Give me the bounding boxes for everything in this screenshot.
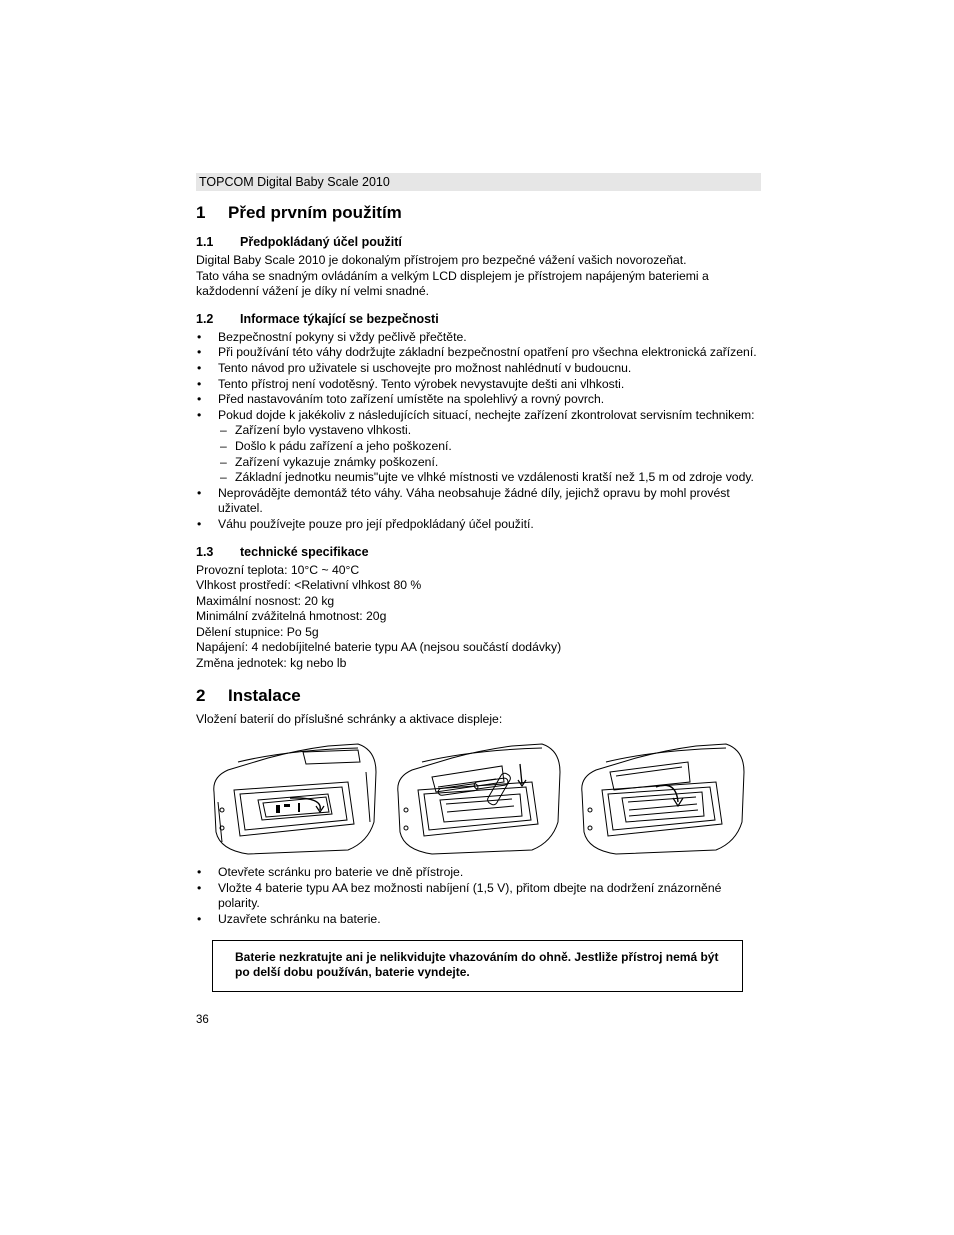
battery-illustrations: [208, 742, 761, 857]
list-item: • Váhu používejte pouze pro její předpokládaný účel použití.: [196, 517, 761, 533]
spec-line: Dělení stupnice: Po 5g: [196, 624, 319, 639]
specifications-block: [196, 563, 761, 672]
battery-warning-box: Baterie nezkratujte ani je nelikvidujte vhazováním do ohně. Jestliže přístroj nemá být po delší dobu používán, baterie vyndejte.: [212, 940, 743, 992]
text-line: každodenní vážení je díky ní velmi snadné.: [196, 284, 430, 299]
intended-use-paragraph: [196, 253, 761, 300]
list-item: • Otevřete scránku pro baterie ve dně přístroje.: [196, 865, 761, 881]
subsection-number: 1.1: [196, 235, 214, 249]
document-page: [196, 173, 761, 1026]
running-header: TOPCOM Digital Baby Scale 2010: [196, 173, 761, 191]
subsection-title: Informace týkající se bezpečnosti: [240, 311, 439, 326]
subsection-number: 1.2: [196, 311, 214, 326]
sub-list-item: – Zařízení bylo vystaveno vlhkosti.: [196, 423, 761, 439]
sub-list: [196, 423, 761, 485]
spec-line: Změna jednotek: kg nebo lb: [196, 656, 347, 671]
section-1-heading: [196, 203, 761, 223]
battery-cover-close-illustration: [576, 742, 746, 857]
list-item: • Tento přístroj není vodotěsný. Tento výrobek nevystavujte dešti ani vlhkosti.: [196, 377, 761, 393]
spec-line: Maximální nosnost: 20 kg: [196, 593, 335, 608]
list-item: • Neprovádějte demontáž této váhy. Váha neobsahuje žádné díly, jejichž opravu by mohl provést uživatel.: [196, 486, 761, 517]
battery-insert-illustration: [392, 742, 562, 857]
spec-line: Napájení: 4 nedobíjitelné baterie typu AA (nejsou součástí dodávky): [196, 640, 562, 655]
section-title: Před prvním použitím: [228, 203, 402, 222]
page-number: 36: [196, 1013, 209, 1026]
section-number: 1: [196, 203, 206, 222]
list-item-text: Pokud dojde k jakékoliv z následujících situací, nechejte zařízení zkontrolovat servisním technikem:: [218, 407, 755, 422]
section-title: Instalace: [228, 685, 301, 705]
battery-cover-open-illustration: [208, 742, 378, 857]
subsection-1-2-heading: [196, 312, 761, 326]
list-item: • Bezpečnostní pokyny si vždy pečlivě přečtěte.: [196, 330, 761, 346]
sub-list-item: – Došlo k pádu zařízení a jeho poškození.: [196, 439, 761, 455]
spec-line: Vlhkost prostředí: <Relativní vlhkost 80 %: [196, 578, 422, 593]
spec-line: Minimální zvážitelná hmotnost: 20g: [196, 609, 387, 624]
text-line: Tato váha se snadným ovládáním a velkým LCD displejem je přístrojem napájeným bateriemi a: [196, 268, 709, 283]
list-item: • Uzavřete schránku na baterie.: [196, 912, 761, 928]
list-item-with-sublist: [196, 408, 761, 486]
section-number: 2: [196, 685, 206, 705]
subsection-title: technické specifikace: [240, 544, 369, 559]
installation-steps: [196, 865, 761, 927]
installation-intro: Vložení baterií do příslušné schránky a aktivace displeje:: [196, 711, 503, 726]
subsection-1-1-heading: [196, 235, 761, 249]
subsection-1-3-heading: [196, 545, 761, 559]
list-item: • Tento návod pro uživatele si uschovejte pro možnost nahlédnutí v budoucnu.: [196, 361, 761, 377]
section-2-heading: [196, 686, 761, 706]
sub-list-item: – Zařízení vykazuje známky poškození.: [196, 455, 761, 471]
subsection-number: 1.3: [196, 544, 214, 559]
text-line: Digital Baby Scale 2010 je dokonalým přístrojem pro bezpečné vážení vašich novorozeňat.: [196, 253, 687, 267]
list-item: • Před nastavováním toto zařízení umístěte na spolehlivý a rovný povrch.: [196, 392, 761, 408]
sub-list-item: – Základní jednotku neumis"ujte ve vlhké místnosti ve vzdálenosti kratší než 1,5 m od zdroje vody.: [196, 470, 761, 486]
subsection-title: Předpokládaný účel použití: [240, 235, 402, 249]
list-item: • Při používání této váhy dodržujte základní bezpečnostní opatření pro všechna elektronická zařízení.: [196, 345, 761, 361]
list-item: • Vložte 4 baterie typu AA bez možnosti nabíjení (1,5 V), přitom dbejte na dodržení znázorněné polarity.: [196, 881, 761, 912]
spec-line: Provozní teplota: 10°C ~ 40°C: [196, 562, 360, 577]
safety-list: [196, 330, 761, 533]
